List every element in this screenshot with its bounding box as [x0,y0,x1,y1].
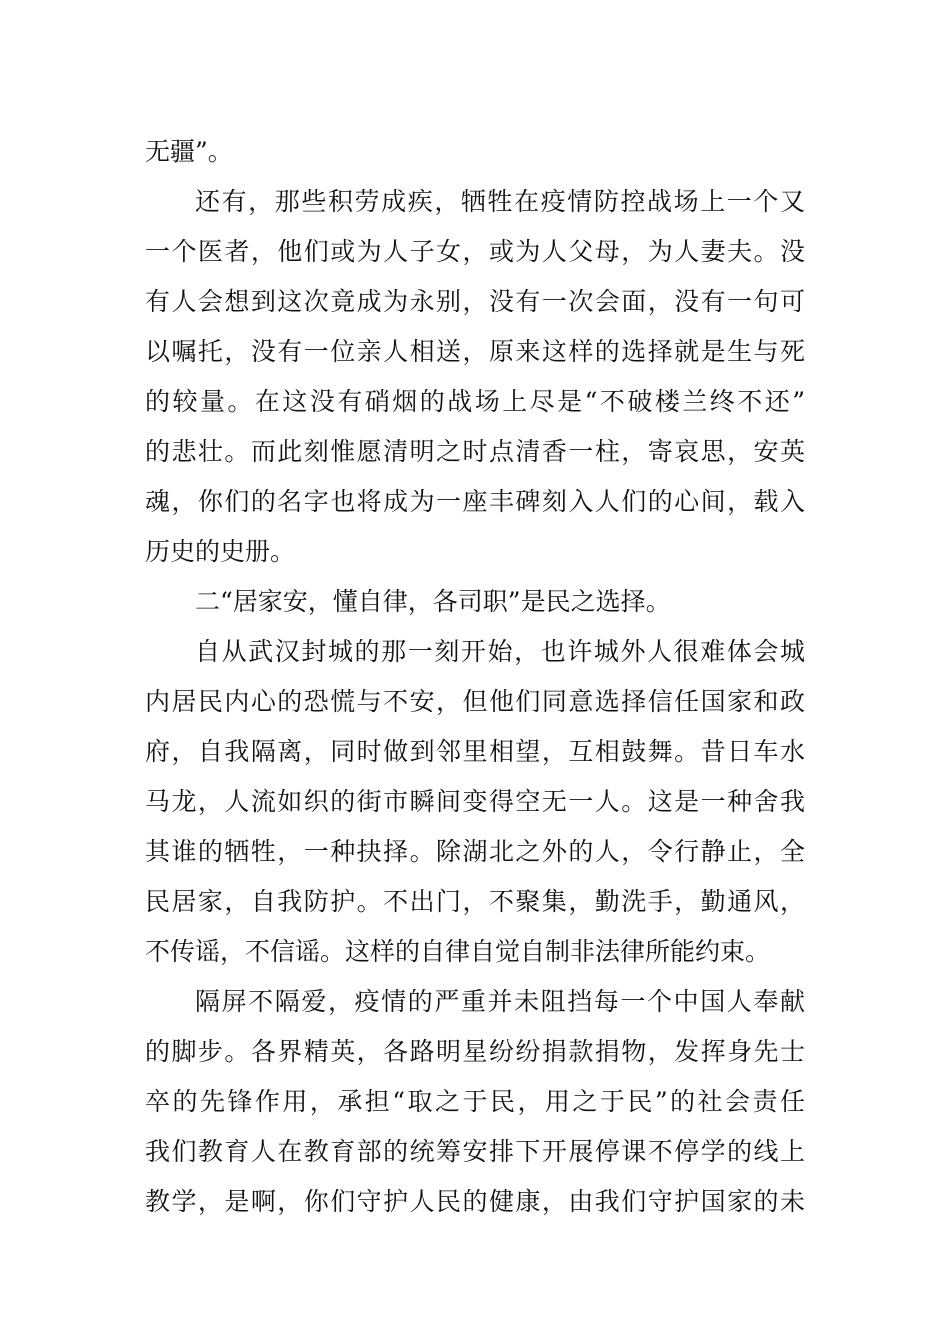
text-line: 马龙，人流如织的街市瞬间变得空无一人。这是一种舍我 [145,787,805,816]
text-line: 魂，你们的名字也将成为一座丰碑刻入人们的心间，载入 [145,487,805,516]
text-line: 无疆”。 [145,137,233,166]
text-line: 其谁的牺牲，一种抉择。除湖北之外的人，令行静止，全 [145,837,805,866]
text-line: 教学，是啊，你们守护人民的健康，由我们守护国家的未 [145,1187,805,1216]
text-line: 的较量。在这没有硝烟的战场上尽是“不破楼兰终不还” [145,387,805,416]
text-line: 有人会想到这次竟成为永别，没有一次会面，没有一句可 [145,287,805,316]
section-heading: 二“居家安，懂自律，各司职”是民之选择。 [195,587,671,616]
text-line: 府，自我隔离，同时做到邻里相望，互相鼓舞。昔日车水 [145,737,805,766]
text-line: 我们教育人在教育部的统筹安排下开展停课不停学的线上 [145,1137,805,1166]
text-line: 不传谣，不信谣。这样的自律自觉自制非法律所能约束。 [145,937,771,966]
text-line: 卒的先锋作用，承担“取之于民，用之于民”的社会责任 [145,1087,805,1116]
text-line: 民居家，自我防护。不出门，不聚集，勤洗手，勤通风， [145,887,805,916]
paragraph-start-line: 还有，那些积劳成疾，牺牲在疫情防控战场上一个又 [195,187,805,216]
paragraph-start-line: 隔屏不隔爱，疫情的严重并未阻挡每一个中国人奉献 [195,987,805,1016]
text-line: 内居民内心的恐慌与不安，但他们同意选择信任国家和政 [145,687,805,716]
text-line: 一个医者，他们或为人子女，或为人父母，为人妻夫。没 [145,237,805,266]
text-line: 的悲壮。而此刻惟愿清明之时点清香一柱，寄哀思，安英 [145,437,805,466]
text-line: 历史的史册。 [145,537,296,566]
text-line: 以嘱托，没有一位亲人相送，原来这样的选择就是生与死 [145,337,805,366]
paragraph-start-line: 自从武汉封城的那一刻开始，也许城外人很难体会城 [195,637,805,666]
text-line: 的脚步。各界精英，各路明星纷纷捐款捐物，发挥身先士 [145,1037,805,1066]
